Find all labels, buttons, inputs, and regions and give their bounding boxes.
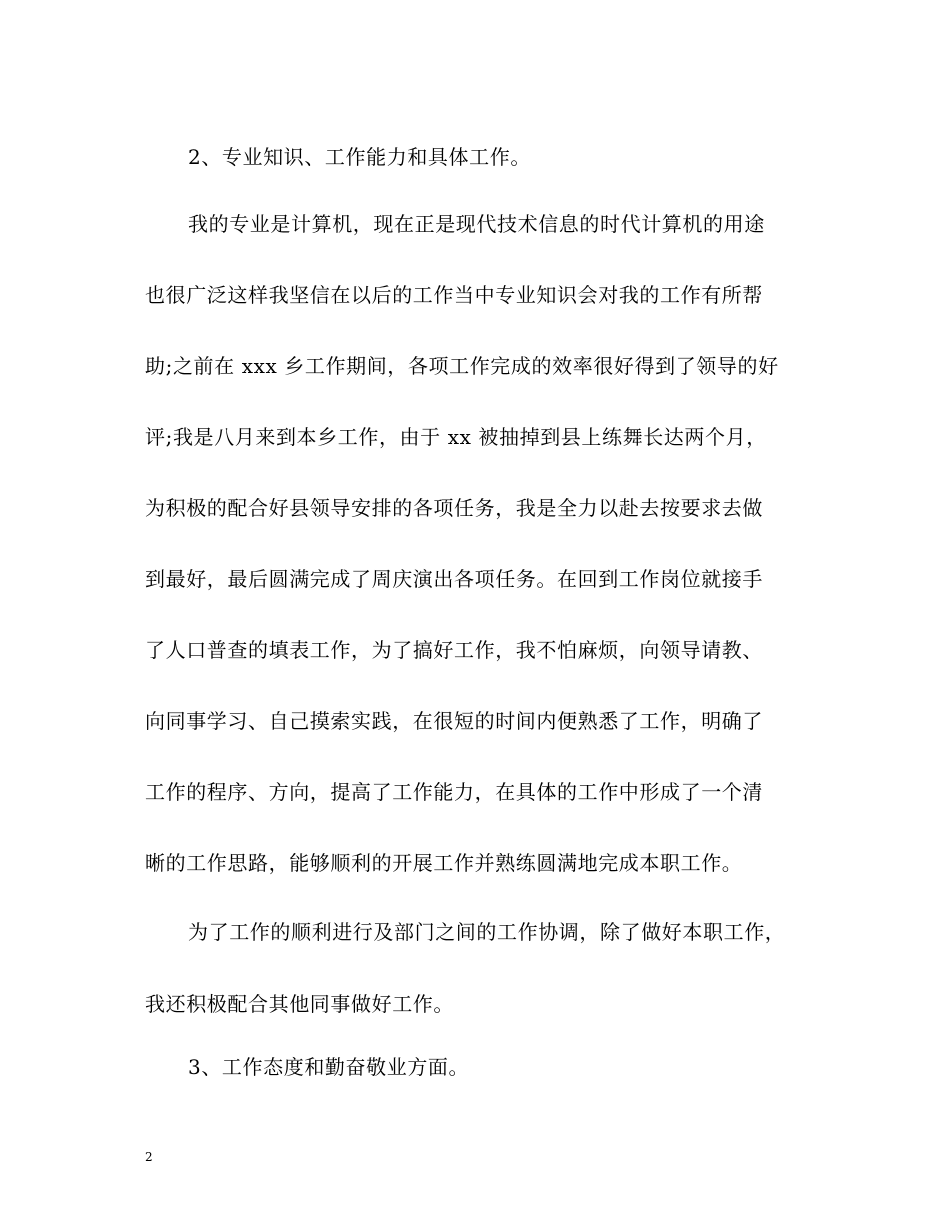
paragraph-line: 我的专业是计算机，现在正是现代技术信息的时代计算机的用途 <box>188 212 765 236</box>
page-number: 2 <box>145 1150 153 1164</box>
paragraph-line: 我还积极配合其他同事做好工作。 <box>145 992 454 1016</box>
section-heading: 2、专业知识、工作能力和具体工作。 <box>188 145 531 169</box>
paragraph-line: 了人口普查的填表工作，为了搞好工作，我不怕麻烦，向领导请教、 <box>145 638 763 662</box>
paragraph-line: 为了工作的顺利进行及部门之间的工作协调，除了做好本职工作， <box>188 920 786 944</box>
paragraph-line: 也很广泛这样我坚信在以后的工作当中专业知识会对我的工作有所帮 <box>145 283 763 307</box>
paragraph-line: 为积极的配合好县领导安排的各项任务，我是全力以赴去按要求去做 <box>145 496 763 520</box>
paragraph-line: 助;之前在 xxx 乡工作期间，各项工作完成的效率很好得到了领导的好 <box>145 354 779 378</box>
paragraph-line: 向同事学习、自己摸索实践，在很短的时间内便熟悉了工作，明确了 <box>145 709 763 733</box>
paragraph-line: 到最好，最后圆满完成了周庆演出各项任务。在回到工作岗位就接手 <box>145 567 763 591</box>
section-heading: 3、工作态度和勤奋敬业方面。 <box>188 1055 470 1079</box>
paragraph-line: 评;我是八月来到本乡工作，由于 xx 被抽掉到县上练舞长达两个月， <box>145 425 767 449</box>
paragraph-line: 工作的程序、方向，提高了工作能力，在具体的工作中形成了一个清 <box>145 780 763 804</box>
paragraph-line: 晰的工作思路，能够顺利的开展工作并熟练圆满地完成本职工作。 <box>145 851 743 875</box>
